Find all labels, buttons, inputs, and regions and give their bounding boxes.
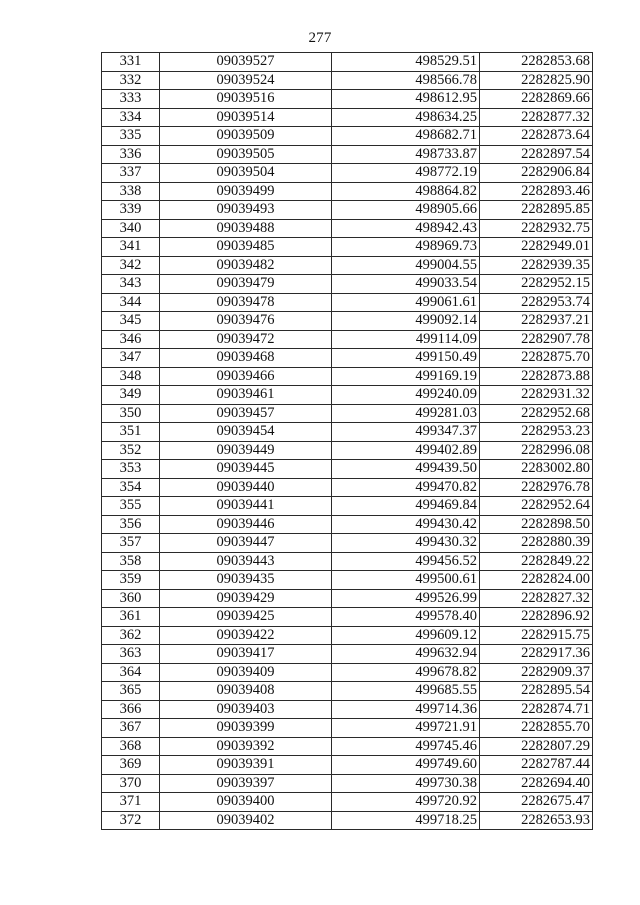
row-number-cell: 343 [102, 275, 160, 294]
x-coordinate-cell: 499632.94 [332, 645, 480, 664]
y-coordinate-cell: 2282897.54 [480, 145, 593, 164]
point-code-cell: 09039443 [160, 552, 332, 571]
table-row [102, 275, 593, 294]
table-row [102, 608, 593, 627]
y-coordinate-cell: 2282877.32 [480, 108, 593, 127]
x-coordinate-cell: 498612.95 [332, 90, 480, 109]
point-code-cell: 09039449 [160, 441, 332, 460]
row-number-cell: 367 [102, 719, 160, 738]
y-coordinate-cell: 2282932.75 [480, 219, 593, 238]
x-coordinate-cell: 499500.61 [332, 571, 480, 590]
point-code-cell: 09039461 [160, 386, 332, 405]
row-number-cell: 362 [102, 626, 160, 645]
row-number-cell: 347 [102, 349, 160, 368]
y-coordinate-cell: 2282824.00 [480, 571, 593, 590]
table-row [102, 497, 593, 516]
row-number-cell: 356 [102, 515, 160, 534]
y-coordinate-cell: 2282875.70 [480, 349, 593, 368]
y-coordinate-cell: 2282906.84 [480, 164, 593, 183]
row-number-cell: 339 [102, 201, 160, 220]
point-code-cell: 09039482 [160, 256, 332, 275]
point-code-cell: 09039457 [160, 404, 332, 423]
x-coordinate-cell: 499456.52 [332, 552, 480, 571]
row-number-cell: 349 [102, 386, 160, 405]
table-row [102, 145, 593, 164]
x-coordinate-cell: 499749.60 [332, 756, 480, 775]
y-coordinate-cell: 2282694.40 [480, 774, 593, 793]
y-coordinate-cell: 2282895.54 [480, 682, 593, 701]
point-code-cell: 09039445 [160, 460, 332, 479]
table-row [102, 515, 593, 534]
x-coordinate-cell: 499439.50 [332, 460, 480, 479]
y-coordinate-cell: 2282787.44 [480, 756, 593, 775]
y-coordinate-cell: 2282874.71 [480, 700, 593, 719]
y-coordinate-cell: 2282893.46 [480, 182, 593, 201]
row-number-cell: 332 [102, 71, 160, 90]
point-code-cell: 09039485 [160, 238, 332, 257]
table-row [102, 441, 593, 460]
y-coordinate-cell: 2282937.21 [480, 312, 593, 331]
row-number-cell: 357 [102, 534, 160, 553]
row-number-cell: 340 [102, 219, 160, 238]
row-number-cell: 345 [102, 312, 160, 331]
point-code-cell: 09039476 [160, 312, 332, 331]
y-coordinate-cell: 2282825.90 [480, 71, 593, 90]
point-code-cell: 09039403 [160, 700, 332, 719]
y-coordinate-cell: 2282909.37 [480, 663, 593, 682]
row-number-cell: 364 [102, 663, 160, 682]
point-code-cell: 09039446 [160, 515, 332, 534]
table-row [102, 312, 593, 331]
x-coordinate-cell: 499678.82 [332, 663, 480, 682]
y-coordinate-cell: 2282898.50 [480, 515, 593, 534]
point-code-cell: 09039488 [160, 219, 332, 238]
table-row [102, 330, 593, 349]
x-coordinate-cell: 499281.03 [332, 404, 480, 423]
row-number-cell: 369 [102, 756, 160, 775]
x-coordinate-cell: 499033.54 [332, 275, 480, 294]
row-number-cell: 342 [102, 256, 160, 275]
point-code-cell: 09039408 [160, 682, 332, 701]
x-coordinate-cell: 499004.55 [332, 256, 480, 275]
row-number-cell: 353 [102, 460, 160, 479]
x-coordinate-cell: 499469.84 [332, 497, 480, 516]
row-number-cell: 371 [102, 793, 160, 812]
row-number-cell: 372 [102, 811, 160, 830]
table-row [102, 349, 593, 368]
x-coordinate-cell: 499578.40 [332, 608, 480, 627]
y-coordinate-cell: 2282895.85 [480, 201, 593, 220]
y-coordinate-cell: 2282653.93 [480, 811, 593, 830]
table-row [102, 386, 593, 405]
y-coordinate-cell: 2282869.66 [480, 90, 593, 109]
y-coordinate-cell: 2282915.75 [480, 626, 593, 645]
x-coordinate-cell: 499470.82 [332, 478, 480, 497]
y-coordinate-cell: 2282896.92 [480, 608, 593, 627]
x-coordinate-cell: 499745.46 [332, 737, 480, 756]
x-coordinate-cell: 499685.55 [332, 682, 480, 701]
x-coordinate-cell: 498634.25 [332, 108, 480, 127]
x-coordinate-cell: 499150.49 [332, 349, 480, 368]
point-code-cell: 09039422 [160, 626, 332, 645]
point-code-cell: 09039509 [160, 127, 332, 146]
table-row [102, 571, 593, 590]
x-coordinate-cell: 499721.91 [332, 719, 480, 738]
point-code-cell: 09039397 [160, 774, 332, 793]
y-coordinate-cell: 2282675.47 [480, 793, 593, 812]
table-row [102, 201, 593, 220]
table-row [102, 774, 593, 793]
y-coordinate-cell: 2282917.36 [480, 645, 593, 664]
table-row [102, 238, 593, 257]
table-row [102, 663, 593, 682]
row-number-cell: 360 [102, 589, 160, 608]
y-coordinate-cell: 2282952.68 [480, 404, 593, 423]
x-coordinate-cell: 499114.09 [332, 330, 480, 349]
point-code-cell: 09039441 [160, 497, 332, 516]
x-coordinate-cell: 498942.43 [332, 219, 480, 238]
y-coordinate-cell: 2282953.23 [480, 423, 593, 442]
y-coordinate-cell: 2282949.01 [480, 238, 593, 257]
table-row [102, 293, 593, 312]
row-number-cell: 358 [102, 552, 160, 571]
row-number-cell: 333 [102, 90, 160, 109]
point-code-cell: 09039392 [160, 737, 332, 756]
point-code-cell: 09039504 [160, 164, 332, 183]
row-number-cell: 354 [102, 478, 160, 497]
row-number-cell: 346 [102, 330, 160, 349]
x-coordinate-cell: 499347.37 [332, 423, 480, 442]
row-number-cell: 370 [102, 774, 160, 793]
point-code-cell: 09039514 [160, 108, 332, 127]
y-coordinate-cell: 2282827.32 [480, 589, 593, 608]
table-row [102, 182, 593, 201]
y-coordinate-cell: 2282807.29 [480, 737, 593, 756]
point-code-cell: 09039524 [160, 71, 332, 90]
y-coordinate-cell: 2282996.08 [480, 441, 593, 460]
table-row [102, 164, 593, 183]
y-coordinate-cell: 2282939.35 [480, 256, 593, 275]
row-number-cell: 344 [102, 293, 160, 312]
point-code-cell: 09039391 [160, 756, 332, 775]
point-code-cell: 09039409 [160, 663, 332, 682]
x-coordinate-cell: 499609.12 [332, 626, 480, 645]
point-code-cell: 09039478 [160, 293, 332, 312]
x-coordinate-cell: 499730.38 [332, 774, 480, 793]
y-coordinate-cell: 2282907.78 [480, 330, 593, 349]
point-code-cell: 09039505 [160, 145, 332, 164]
row-number-cell: 348 [102, 367, 160, 386]
table-row [102, 756, 593, 775]
y-coordinate-cell: 2282873.64 [480, 127, 593, 146]
row-number-cell: 338 [102, 182, 160, 201]
table-row [102, 700, 593, 719]
table-row [102, 404, 593, 423]
row-number-cell: 368 [102, 737, 160, 756]
x-coordinate-cell: 498905.66 [332, 201, 480, 220]
point-code-cell: 09039479 [160, 275, 332, 294]
x-coordinate-cell: 499526.99 [332, 589, 480, 608]
y-coordinate-cell: 2282952.64 [480, 497, 593, 516]
point-code-cell: 09039429 [160, 589, 332, 608]
row-number-cell: 361 [102, 608, 160, 627]
point-code-cell: 09039527 [160, 53, 332, 72]
table-row [102, 589, 593, 608]
y-coordinate-cell: 2282880.39 [480, 534, 593, 553]
point-code-cell: 09039399 [160, 719, 332, 738]
row-number-cell: 363 [102, 645, 160, 664]
point-code-cell: 09039472 [160, 330, 332, 349]
x-coordinate-cell: 498682.71 [332, 127, 480, 146]
x-coordinate-cell: 498969.73 [332, 238, 480, 257]
table-row [102, 682, 593, 701]
point-code-cell: 09039417 [160, 645, 332, 664]
y-coordinate-cell: 2282952.15 [480, 275, 593, 294]
point-code-cell: 09039425 [160, 608, 332, 627]
table-row [102, 423, 593, 442]
page-number: 277 [308, 30, 332, 46]
y-coordinate-cell: 2282976.78 [480, 478, 593, 497]
row-number-cell: 341 [102, 238, 160, 257]
x-coordinate-cell: 499720.92 [332, 793, 480, 812]
x-coordinate-cell: 498566.78 [332, 71, 480, 90]
table-row [102, 811, 593, 830]
x-coordinate-cell: 499430.32 [332, 534, 480, 553]
y-coordinate-cell: 2282853.68 [480, 53, 593, 72]
table-row [102, 127, 593, 146]
x-coordinate-cell: 498529.51 [332, 53, 480, 72]
table-row [102, 534, 593, 553]
table-row [102, 478, 593, 497]
row-number-cell: 359 [102, 571, 160, 590]
row-number-cell: 355 [102, 497, 160, 516]
point-code-cell: 09039440 [160, 478, 332, 497]
y-coordinate-cell: 2282849.22 [480, 552, 593, 571]
table-row [102, 719, 593, 738]
row-number-cell: 336 [102, 145, 160, 164]
point-code-cell: 09039468 [160, 349, 332, 368]
table-row [102, 108, 593, 127]
point-code-cell: 09039435 [160, 571, 332, 590]
point-code-cell: 09039402 [160, 811, 332, 830]
row-number-cell: 365 [102, 682, 160, 701]
table-body [102, 53, 593, 830]
table-row [102, 552, 593, 571]
point-code-cell: 09039516 [160, 90, 332, 109]
coordinates-table-container [101, 52, 592, 830]
table-row [102, 256, 593, 275]
point-code-cell: 09039499 [160, 182, 332, 201]
point-code-cell: 09039454 [160, 423, 332, 442]
x-coordinate-cell: 499240.09 [332, 386, 480, 405]
x-coordinate-cell: 498864.82 [332, 182, 480, 201]
table-row [102, 460, 593, 479]
x-coordinate-cell: 499169.19 [332, 367, 480, 386]
x-coordinate-cell: 499714.36 [332, 700, 480, 719]
x-coordinate-cell: 498733.87 [332, 145, 480, 164]
table-row [102, 626, 593, 645]
row-number-cell: 352 [102, 441, 160, 460]
point-code-cell: 09039493 [160, 201, 332, 220]
y-coordinate-cell: 2282931.32 [480, 386, 593, 405]
row-number-cell: 335 [102, 127, 160, 146]
row-number-cell: 366 [102, 700, 160, 719]
row-number-cell: 351 [102, 423, 160, 442]
x-coordinate-cell: 499430.42 [332, 515, 480, 534]
x-coordinate-cell: 499402.89 [332, 441, 480, 460]
table-row [102, 367, 593, 386]
x-coordinate-cell: 499718.25 [332, 811, 480, 830]
table-row [102, 71, 593, 90]
row-number-cell: 337 [102, 164, 160, 183]
table-row [102, 737, 593, 756]
table-row [102, 645, 593, 664]
x-coordinate-cell: 499092.14 [332, 312, 480, 331]
table-row [102, 793, 593, 812]
y-coordinate-cell: 2282855.70 [480, 719, 593, 738]
table-row [102, 90, 593, 109]
point-code-cell: 09039466 [160, 367, 332, 386]
y-coordinate-cell: 2282953.74 [480, 293, 593, 312]
point-code-cell: 09039447 [160, 534, 332, 553]
point-code-cell: 09039400 [160, 793, 332, 812]
y-coordinate-cell: 2282873.88 [480, 367, 593, 386]
row-number-cell: 331 [102, 53, 160, 72]
row-number-cell: 350 [102, 404, 160, 423]
x-coordinate-cell: 499061.61 [332, 293, 480, 312]
x-coordinate-cell: 498772.19 [332, 164, 480, 183]
table-row [102, 53, 593, 72]
table-row [102, 219, 593, 238]
y-coordinate-cell: 2283002.80 [480, 460, 593, 479]
row-number-cell: 334 [102, 108, 160, 127]
coordinates-table [101, 52, 593, 830]
